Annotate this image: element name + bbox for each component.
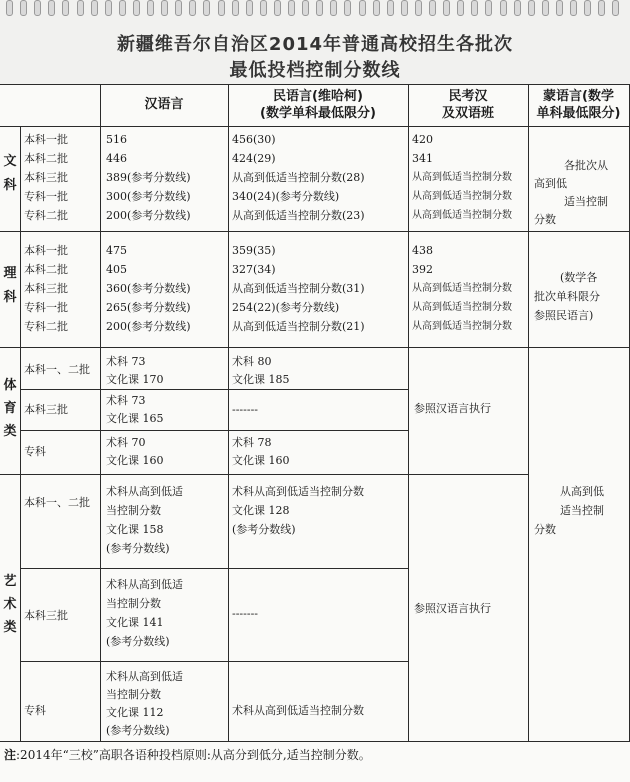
binder-ring bbox=[232, 0, 239, 16]
yishu-row1-divider bbox=[20, 568, 408, 569]
wen-han-4: 300(参考分数线) bbox=[106, 190, 191, 203]
yishu-batch-2: 本科三批 bbox=[24, 609, 68, 622]
header-han: 汉语言 bbox=[144, 97, 184, 112]
yishu-minority-1a: 术科从高到低适当控制分数 bbox=[232, 485, 364, 498]
wen-batch-1: 本科一批 bbox=[24, 133, 68, 146]
binder-ring bbox=[316, 0, 323, 16]
binder-ring bbox=[119, 0, 126, 16]
footnote bbox=[4, 746, 371, 763]
wen-minority-1: 456(30) bbox=[232, 133, 276, 146]
binder-ring bbox=[457, 0, 464, 16]
binder-ring bbox=[48, 0, 55, 16]
mongol-lower-1: 从高到低 bbox=[560, 485, 604, 498]
li-tiyu-divider bbox=[0, 347, 630, 348]
yishu-minority-3: 术科从高到低适当控制分数 bbox=[232, 704, 364, 717]
yishu-han-3a: 术科从高到低适 bbox=[106, 670, 183, 683]
binder-ring bbox=[556, 0, 563, 16]
binder-ring bbox=[514, 0, 521, 16]
tiyu-han-3b: 文化课 160 bbox=[106, 454, 164, 467]
yishu-minority-2: ------- bbox=[232, 607, 259, 620]
wen-batch-3: 本科三批 bbox=[24, 171, 68, 184]
li-mongol-2: 批次单科限分 bbox=[534, 290, 600, 303]
yishu-minority-1c: (参考分数线) bbox=[232, 523, 296, 536]
tiyu-minority-1b: 文化课 185 bbox=[232, 373, 290, 386]
li-mongol-1: (数学各 bbox=[560, 271, 598, 284]
header-mongol-line1: 蒙语言(数学 bbox=[543, 89, 614, 104]
wen-batch-4: 专科一批 bbox=[24, 190, 68, 203]
binder-ring bbox=[485, 0, 492, 16]
header-bilingual-line1: 民考汉 bbox=[448, 89, 488, 104]
binder-ring bbox=[274, 0, 281, 16]
li-minority-3: 从高到低适当控制分数(31) bbox=[232, 282, 365, 295]
binder-ring bbox=[584, 0, 591, 16]
tiyu-han-2a: 术科 73 bbox=[106, 394, 146, 407]
binder-ring bbox=[344, 0, 351, 16]
li-han-2: 405 bbox=[106, 263, 127, 276]
wen-batch-5: 专科二批 bbox=[24, 209, 68, 222]
li-batch-1: 本科一批 bbox=[24, 244, 68, 257]
binder-ring bbox=[570, 0, 577, 16]
binder-ring bbox=[471, 0, 478, 16]
yishu-row2-divider bbox=[20, 661, 408, 662]
yishu-han-2a: 术科从高到低适 bbox=[106, 578, 183, 591]
wen-mongol-4: 分数 bbox=[534, 213, 556, 226]
header-mongol-line2: 单科最低限分) bbox=[536, 106, 621, 121]
page-title-line2: 最低投档控制分数线 bbox=[229, 60, 401, 81]
mongol-lower-3: 分数 bbox=[534, 523, 556, 536]
yishu-batch-1: 本科一、二批 bbox=[24, 496, 90, 509]
category-col-divider bbox=[20, 126, 21, 741]
wen-bilingual-1: 420 bbox=[412, 133, 433, 146]
tiyu-minority-1a: 术科 80 bbox=[232, 355, 272, 368]
li-han-4: 265(参考分数线) bbox=[106, 301, 191, 314]
wen-mongol-3: 适当控制 bbox=[564, 195, 608, 208]
wen-bilingual-4: 从高到低适当控制分数 bbox=[412, 191, 512, 202]
tiyu-minority-3a: 术科 78 bbox=[232, 436, 272, 449]
li-minority-4: 254(22)(参考分数线) bbox=[232, 301, 340, 314]
binder-ring bbox=[443, 0, 450, 16]
minority-col-divider bbox=[408, 84, 409, 741]
li-bilingual-3: 从高到低适当控制分数 bbox=[412, 283, 512, 294]
li-batch-2: 本科二批 bbox=[24, 263, 68, 276]
binder-ring bbox=[500, 0, 507, 16]
header-minority-line1: 民语言(维哈柯) bbox=[273, 89, 363, 104]
wen-bilingual-5: 从高到低适当控制分数 bbox=[412, 210, 512, 221]
yishu-han-2c: 文化课 141 bbox=[106, 616, 164, 629]
yishu-han-1c: 文化课 158 bbox=[106, 523, 164, 536]
wen-mongol-2: 高到低 bbox=[534, 177, 567, 190]
wen-batch-2: 本科二批 bbox=[24, 152, 68, 165]
table-border-bottom bbox=[0, 741, 630, 742]
wen-bilingual-2: 341 bbox=[412, 152, 433, 165]
tiyu-bilingual: 参照汉语言执行 bbox=[414, 402, 491, 415]
yishu-minority-1b: 文化课 128 bbox=[232, 504, 290, 517]
li-mongol-3: 参照民语言) bbox=[534, 309, 594, 322]
binder-ring bbox=[105, 0, 112, 16]
yishu-han-2d: (参考分数线) bbox=[106, 635, 170, 648]
yishu-han-1d: (参考分数线) bbox=[106, 542, 170, 555]
yishu-han-3b: 当控制分数 bbox=[106, 688, 161, 701]
bilingual-col-divider bbox=[528, 84, 529, 741]
wen-han-2: 446 bbox=[106, 152, 127, 165]
tiyu-yishu-divider bbox=[0, 474, 528, 475]
li-batch-3: 本科三批 bbox=[24, 282, 68, 295]
wen-han-5: 200(参考分数线) bbox=[106, 209, 191, 222]
binder-ring bbox=[528, 0, 535, 16]
wen-minority-3: 从高到低适当控制分数(28) bbox=[232, 171, 365, 184]
binder-ring bbox=[598, 0, 605, 16]
binder-ring bbox=[429, 0, 436, 16]
binder-ring bbox=[260, 0, 267, 16]
tiyu-row1-divider bbox=[20, 389, 408, 390]
binder-ring bbox=[91, 0, 98, 16]
binder-ring bbox=[62, 0, 69, 16]
binder-ring bbox=[147, 0, 154, 16]
binder-ring bbox=[302, 0, 309, 16]
binder-ring bbox=[20, 0, 27, 16]
wen-mongol-1: 各批次从 bbox=[564, 159, 608, 172]
binder-ring bbox=[401, 0, 408, 16]
li-bilingual-2: 392 bbox=[412, 263, 433, 276]
binder-ring bbox=[175, 0, 182, 16]
tiyu-minority-3b: 文化课 160 bbox=[232, 454, 290, 467]
binder-ring bbox=[288, 0, 295, 16]
li-batch-5: 专科二批 bbox=[24, 320, 68, 333]
tiyu-han-1a: 术科 73 bbox=[106, 355, 146, 368]
li-han-5: 200(参考分数线) bbox=[106, 320, 191, 333]
header-minority-line2: (数学单科最低限分) bbox=[260, 106, 376, 121]
binder-ring bbox=[77, 0, 84, 16]
li-bilingual-5: 从高到低适当控制分数 bbox=[412, 321, 512, 332]
li-han-1: 475 bbox=[106, 244, 127, 257]
footnote-label: 注 bbox=[4, 748, 17, 762]
binder-ring bbox=[161, 0, 168, 16]
binder-ring bbox=[373, 0, 380, 16]
binder-ring bbox=[415, 0, 422, 16]
tiyu-han-1b: 文化课 170 bbox=[106, 373, 164, 386]
category-tiyu-label: 体育类 bbox=[3, 378, 17, 439]
tiyu-batch-3: 专科 bbox=[24, 445, 46, 458]
yishu-han-3d: (参考分数线) bbox=[106, 724, 170, 737]
batch-col-divider bbox=[100, 84, 101, 741]
tiyu-batch-2: 本科三批 bbox=[24, 403, 68, 416]
page-title-line1: 新疆维吾尔自治区2014年普通高校招生各批次 bbox=[116, 34, 514, 55]
footnote-text: :2014年“三校”高职各语种投档原则:从高分到低分,适当控制分数。 bbox=[16, 748, 371, 762]
binder-ring bbox=[189, 0, 196, 16]
binder-ring bbox=[246, 0, 253, 16]
tiyu-han-3a: 术科 70 bbox=[106, 436, 146, 449]
li-han-3: 360(参考分数线) bbox=[106, 282, 191, 295]
yishu-batch-3: 专科 bbox=[24, 704, 46, 717]
li-minority-1: 359(35) bbox=[232, 244, 276, 257]
li-batch-4: 专科一批 bbox=[24, 301, 68, 314]
binder-ring bbox=[542, 0, 549, 16]
li-minority-2: 327(34) bbox=[232, 263, 276, 276]
yishu-han-1a: 术科从高到低适 bbox=[106, 485, 183, 498]
wen-li-divider bbox=[0, 231, 630, 232]
yishu-han-3c: 文化课 112 bbox=[106, 706, 164, 719]
wen-bilingual-3: 从高到低适当控制分数 bbox=[412, 172, 512, 183]
li-minority-5: 从高到低适当控制分数(21) bbox=[232, 320, 365, 333]
header-divider bbox=[0, 126, 630, 127]
wen-minority-2: 424(29) bbox=[232, 152, 276, 165]
binder-ring bbox=[133, 0, 140, 16]
wen-han-3: 389(参考分数线) bbox=[106, 171, 191, 184]
han-col-divider bbox=[228, 84, 229, 741]
wen-han-1: 516 bbox=[106, 133, 127, 146]
binder-ring bbox=[34, 0, 41, 16]
li-bilingual-1: 438 bbox=[412, 244, 433, 257]
yishu-bilingual: 参照汉语言执行 bbox=[414, 602, 491, 615]
wen-minority-5: 从高到低适当控制分数(23) bbox=[232, 209, 365, 222]
category-yishu-label: 艺术类 bbox=[3, 574, 17, 635]
binder-ring bbox=[6, 0, 13, 16]
binder-ring bbox=[359, 0, 366, 16]
li-bilingual-4: 从高到低适当控制分数 bbox=[412, 302, 512, 313]
tiyu-minority-2: ------- bbox=[232, 403, 259, 416]
binder-ring bbox=[203, 0, 210, 16]
header-bilingual-line2: 及双语班 bbox=[441, 106, 494, 121]
tiyu-han-2b: 文化课 165 bbox=[106, 412, 164, 425]
spiral-binding bbox=[0, 0, 630, 14]
yishu-han-1b: 当控制分数 bbox=[106, 504, 161, 517]
score-table bbox=[0, 84, 630, 782]
category-li-label: 理科 bbox=[3, 266, 17, 305]
wen-minority-4: 340(24)(参考分数线) bbox=[232, 190, 340, 203]
yishu-han-2b: 当控制分数 bbox=[106, 597, 161, 610]
mongol-lower-2: 适当控制 bbox=[560, 504, 604, 517]
binder-ring bbox=[218, 0, 225, 16]
table-border-top bbox=[0, 84, 630, 85]
binder-ring bbox=[612, 0, 619, 16]
binder-ring bbox=[330, 0, 337, 16]
binder-ring bbox=[387, 0, 394, 16]
tiyu-batch-1: 本科一、二批 bbox=[24, 363, 90, 376]
category-wen-label: 文科 bbox=[3, 154, 17, 193]
tiyu-row2-divider bbox=[20, 430, 408, 431]
